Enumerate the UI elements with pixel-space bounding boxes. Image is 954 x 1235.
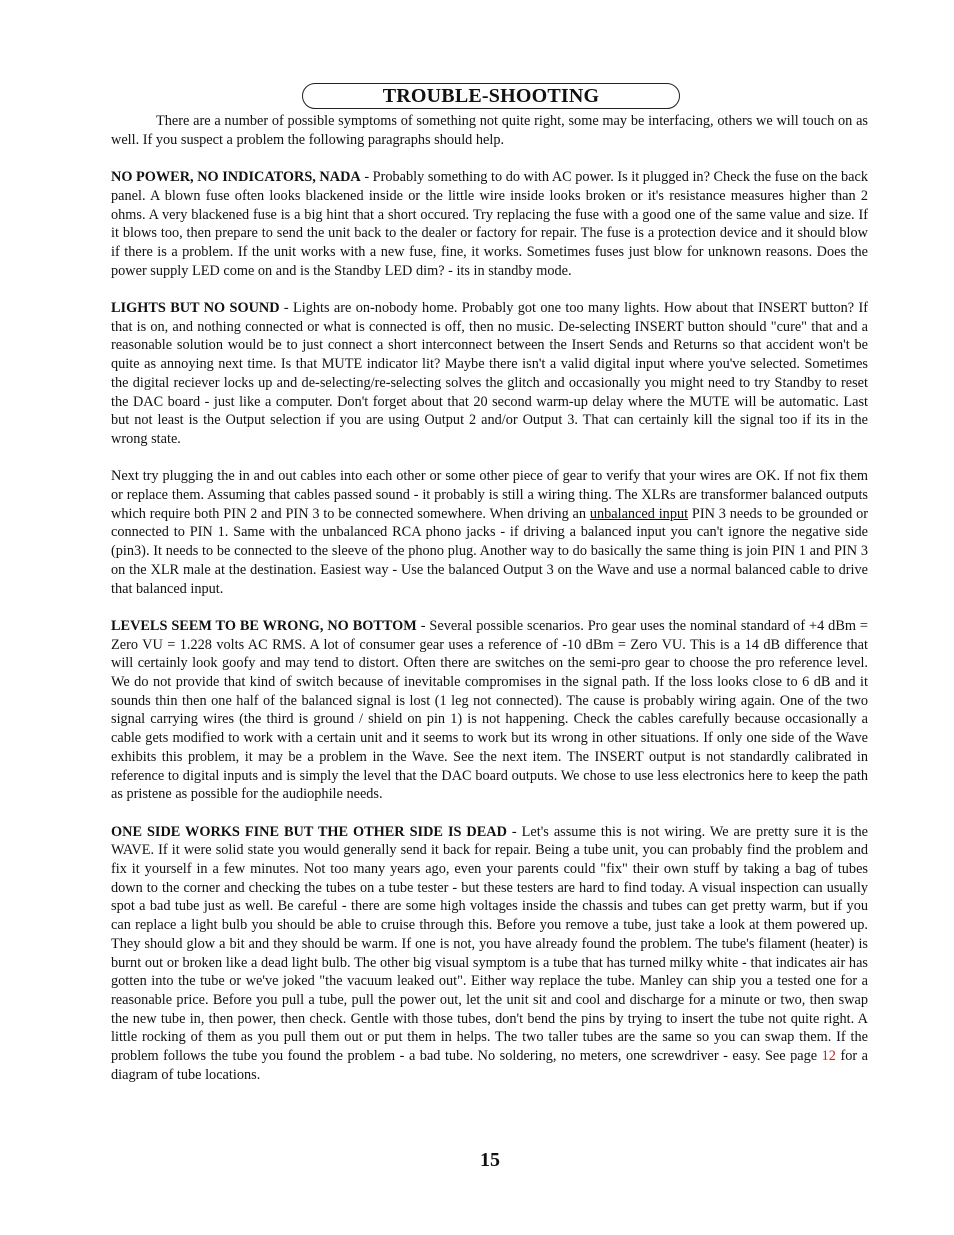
section-title-box bbox=[302, 83, 680, 109]
paragraph-one-side-text-2: for a diagram of tube locations. bbox=[111, 1048, 868, 1083]
page-number: 15 bbox=[480, 1149, 500, 1171]
paragraph-cables-text-2: PIN 3 needs to be grounded or connected to PIN 1. Same with the unbalanced RCA phono jacks - if driving a balanced input you can't ignore the negative side (pin3). It needs to be connected to the sleeve of the phono plug. Another way to do basically the same thing is join PIN 1 and PIN 3 on the XLR male at the destination. Easiest way - Use the balanced Output 3 on the Wave and use a normal balanced cable to drive that balanced input. bbox=[111, 505, 868, 597]
paragraph-lights-no-sound-text: - Lights are on-nobody home. Probably got one too many lights. How about that INSERT button? If that is on, and nothing connected or what is connected is off, then no music. De-selecting INSERT button should "cure" that and a reasonable solution would be to just connect a short interconnect between the Insert Sends and Returns so that accident won't be quite as annoying next time. Is that MUTE indicator lit? Maybe there isn't a valid digital input where you've selected. Sometimes the digital reciever locks up and de-selecting/re-selecting solves the glitch and occasionally you might need to try Standby to reset the DAC board - just like a computer. Don't forget about that 20 second warm-up delay where the MUTE will be automatic. Last but not least is the Output selection if you are using Output 2 and/or Output 3. That can certainly kill the signal too if its in the wrong state. bbox=[111, 300, 868, 447]
paragraph-one-side bbox=[111, 823, 868, 1085]
heading-lights-no-sound: LIGHTS BUT NO SOUND bbox=[111, 300, 280, 316]
heading-one-side: ONE SIDE WORKS FINE BUT THE OTHER SIDE IS DEAD bbox=[111, 823, 507, 840]
paragraph-no-power-text: - Probably something to do with AC power. Is it plugged in? Check the fuse on the back panel. A blown fuse often looks blackened inside or the little wire inside looks broken or it's resistance measures higher than 2 ohms. A very blackened fuse is a big hint that a short occured. Try replacing the fuse with a good one of the same value and size. If it blows too, then prepare to send the unit back to the dealer or factory for repair. The fuse is a protection device and it should blow if there is a problem. If the unit works with a new fuse, fine, it works. Sometimes fuses just blow for unknown reasons. Does the power supply LED come on and is the Standby LED dim? - its in standby mode. bbox=[111, 169, 868, 279]
paragraph-no-power bbox=[111, 168, 868, 280]
paragraph-cables-text-1: Next try plugging the in and out cables into each other or some other piece of gear to verify that your wires are OK. If not fix them or replace them. Assuming that cables passed sound - it probably is still a wiring thing. The XLRs are transformer balanced outputs which require both PIN 2 and PIN 3 to be connected somewhere. When driving an bbox=[111, 468, 868, 522]
underlined-term: unbalanced input bbox=[589, 505, 689, 522]
heading-no-power: NO POWER, NO INDICATORS, NADA bbox=[111, 169, 361, 186]
paragraph-levels-text: - Several possible scenarios. Pro gear uses the nominal standard of +4 dBm = Zero VU = 1.228 volts AC RMS. A lot of consumer gear uses a reference of -10 dBm = Zero VU. This is a 14 dB difference that will certainly look goofy and may tend to distort. Often there are switches on the semi-pro gear to choose the pro reference level. We do not provide that kind of switch because of inevitable compromises in the signal path. If the loss looks close to 6 dB and it sounds thin then one half of the balanced signal is lost (1 leg not connected). The cause is probably wiring again. One of the two signal carrying wires (the third is ground / shield on pin 1) is not happening. Check the cables carefully because occasionally a cable gets modified to work with a certain unit and it seems to work but its wrong in other situations. If only one side of the Wave exhibits this problem, it may be a problem in the Wave. See the next item. The INSERT output is not standardly calibrated in reference to digital inputs and is simply the level that the DAC board outputs. We chose to use less electronics here to keep the path as pristene as possible for the audiophile needs. bbox=[111, 617, 868, 803]
page-reference-link[interactable]: 12 bbox=[821, 1048, 836, 1065]
paragraph-levels bbox=[111, 617, 868, 804]
page-title: TROUBLE-SHOOTING bbox=[382, 85, 600, 107]
paragraph-cables bbox=[111, 467, 868, 598]
paragraph-one-side-text-1: - Let's assume this is not wiring. We are pretty sure it is the WAVE. If it were solid state you would generally send it back for repair. Being a tube unit, you can probably find the problem and fix it yourself in a few minutes. Not too many years ago, even your parents could "fix" their own stuff by taking a bag of tubes down to the corner and checking the tubes on a tube tester - but these testers are hard to find today. A visual inspection can usually spot a bad tube just as well. Be careful - there are some high voltages inside the chassis and tubes can get pretty warm, but if you can replace a light bulb you should be able to cruise through this. Before you remove a tube, just take a look at them powered up. They should glow a bit and they should be warm. If one is not, you have already found the problem. The tube's filament (heater) is burnt out or broken like a dead light bulb. The other big visual symptom is a tube that has turned milky white - that indicates air has gotten into the tube or we've joked "the vacuum leaked out". Either way replace the tube. Manley can ship you a tested one for a reasonable price. Before you pull a tube, pull the power out, let the unit sit and cool and discharge for a minute or two, then swap the new tube in, then power, then check. Gentle with those tubes, don't bend the pins by trying to insert the tube not quite right. A little rocking of them as you pull them out or put them in helps. The two taller tubes are the same so you can swap them. If the problem follows the tube you found the problem - a bad tube. No soldering, no meters, one screwdriver - easy. See page bbox=[111, 823, 868, 1065]
paragraph-lights-no-sound bbox=[111, 299, 868, 449]
intro-paragraph: There are a number of possible symptoms of something not quite right, some may be interfacing, others we will touch on as well. If you suspect a problem the following paragraphs should help. bbox=[111, 113, 868, 148]
document-body bbox=[111, 112, 868, 1103]
heading-levels: LEVELS SEEM TO BE WRONG, NO BOTTOM bbox=[111, 617, 417, 634]
